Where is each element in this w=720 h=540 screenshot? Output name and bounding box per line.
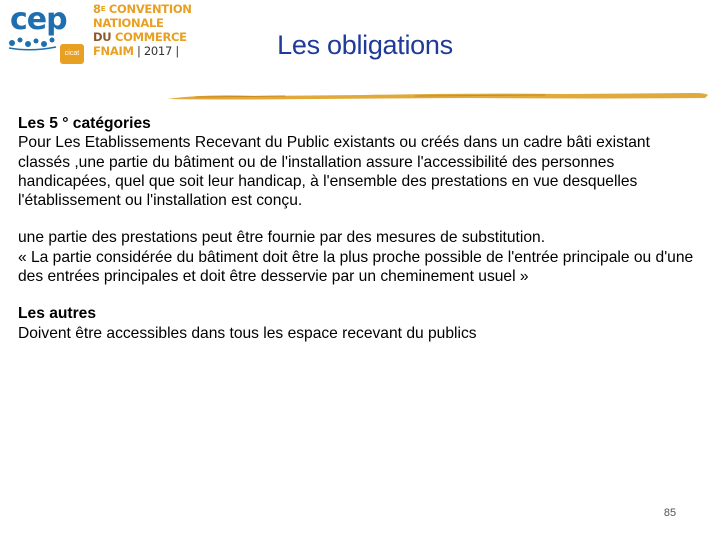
convention-line-3: [93, 30, 187, 44]
heading-autres: Les autres: [18, 305, 97, 323]
convention-logo: [93, 2, 192, 58]
page-title: Les obligations: [277, 30, 453, 60]
heading-categories: Les 5 ° catégories: [18, 115, 151, 132]
convention-fnaim: FNAIM: [93, 44, 134, 58]
header-logos: [0, 0, 190, 70]
convention-line-1: [93, 2, 192, 16]
convention-number: 8: [93, 2, 101, 16]
paragraph-substitution: une partie des prestations peut être fournie par des mesures de substitution.: [18, 229, 546, 247]
convention-commerce: COMMERCE: [115, 30, 187, 44]
convention-line-2: NATIONALE: [93, 16, 164, 30]
convention-du: DU: [93, 30, 115, 44]
convention-year: | 2017 |: [133, 44, 179, 58]
spacer: [18, 286, 706, 304]
paragraph-etablissements: Pour Les Etablissements Recevant du Public existants ou créés dans un cadre bâti existant classés ,une partie du bâtiment ou de l'installation assure l'accessibilité des personnes handicapées, quel que soit leur handicap, à l'ensemble des prestations en vue desquelles l'établissement ou l'installation est conçu.: [18, 134, 650, 210]
cep-logo-text: cep: [10, 2, 67, 37]
convention-line-4: [93, 44, 183, 58]
paragraph-quote: « La partie considérée du bâtiment doit être la plus proche possible de l'entrée principale ou d'une des entrées principales et doit être desservie par un cheminement usuel »: [18, 248, 694, 286]
paragraph-autres: Doivent être accessibles dans tous les espace recevant du publics: [18, 324, 477, 342]
cep-logo-badge: [60, 44, 84, 64]
convention-superscript: E: [100, 5, 106, 13]
page-number: 85: [663, 507, 677, 519]
convention-word: CONVENTION: [105, 2, 192, 16]
slide-body: [18, 114, 706, 343]
cep-logo-badge-text: cicat: [64, 50, 80, 57]
cep-logo: [6, 2, 84, 64]
brush-divider: [165, 88, 710, 106]
spacer: [18, 210, 706, 228]
